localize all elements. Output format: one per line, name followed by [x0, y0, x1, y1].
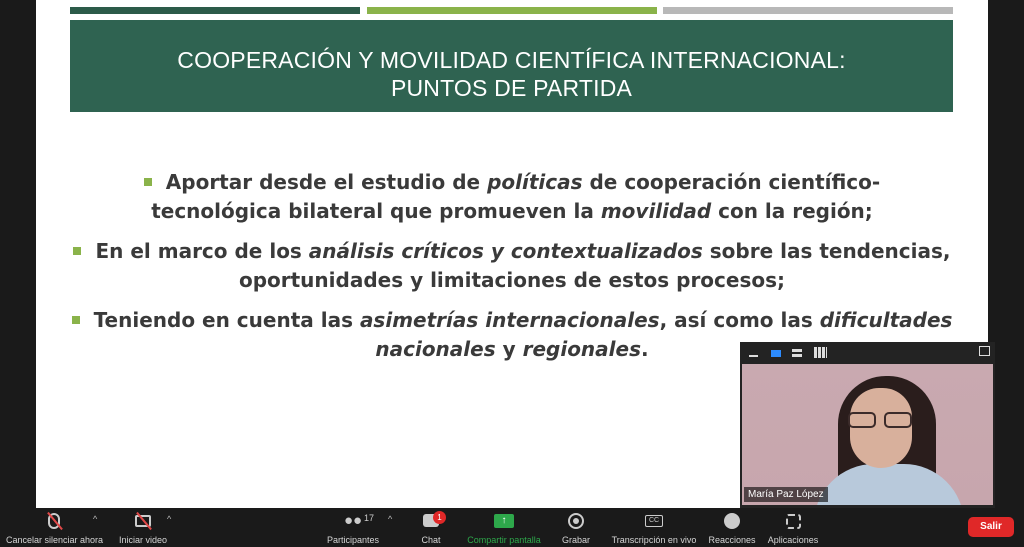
slide-accent-bar-dark	[70, 7, 360, 14]
bullet-item	[36, 168, 988, 226]
self-view-controls	[740, 342, 995, 362]
leave-button[interactable]: Salir	[968, 517, 1014, 537]
video-options-chevron-icon[interactable]: ^	[167, 514, 172, 524]
video-person-body	[814, 464, 964, 505]
bullet-text: .	[641, 337, 649, 361]
record-button[interactable]	[556, 511, 596, 545]
chat-label: Chat	[421, 535, 441, 545]
bullet-emphasis: políticas	[487, 170, 583, 194]
participant-video	[742, 364, 993, 505]
bullet-emphasis: asimetrías internacionales	[359, 308, 660, 332]
mute-button[interactable]	[6, 511, 102, 545]
share-screen-icon: ↑	[462, 511, 546, 531]
bullet-emphasis: movilidad	[600, 199, 712, 223]
reactions-icon	[706, 511, 758, 531]
video-person-glasses	[846, 412, 918, 430]
slide-title-banner	[70, 20, 953, 112]
video-label: Iniciar video	[118, 535, 168, 545]
slide-title-line2: PUNTOS DE PARTIDA	[390, 75, 633, 101]
bullet-square-icon	[144, 178, 152, 186]
bullet-text: sobre las tendencias,	[702, 239, 951, 263]
speaker-view-icon[interactable]	[771, 350, 781, 357]
audio-options-chevron-icon[interactable]: ^	[93, 514, 98, 524]
bullet-text: y	[495, 337, 523, 361]
bullet-emphasis: nacionales	[375, 337, 496, 361]
bullet-text: tecnológica bilateral que promueven la	[151, 199, 601, 223]
self-view-window[interactable]	[740, 342, 995, 508]
microphone-muted-icon	[6, 511, 102, 531]
bullet-text: , así como las	[659, 308, 820, 332]
participants-button[interactable]	[322, 511, 384, 545]
share-screen-button[interactable]	[462, 511, 546, 545]
exit-minimized-icon[interactable]	[979, 346, 990, 356]
start-video-button[interactable]	[114, 511, 172, 545]
closed-captions-icon	[610, 511, 698, 531]
cc-text: CC	[645, 515, 663, 527]
bullet-emphasis: dificultades	[819, 308, 953, 332]
bullet-square-icon	[73, 247, 81, 255]
gallery-view-icon[interactable]	[814, 347, 827, 358]
record-icon	[556, 511, 596, 531]
slide-accent-bar-gray	[663, 7, 953, 14]
reactions-button[interactable]	[706, 511, 758, 545]
participants-label: Participantes	[326, 535, 380, 545]
live-transcription-button[interactable]	[610, 511, 698, 545]
participant-name-tag: María Paz López	[744, 487, 828, 502]
record-label: Grabar	[561, 535, 590, 545]
slide-accent-bar-light	[367, 7, 657, 14]
camera-off-icon	[114, 511, 172, 531]
mute-label: Cancelar silenciar ahora	[6, 535, 104, 545]
apps-icon	[764, 511, 822, 531]
apps-button[interactable]	[764, 511, 822, 545]
meeting-toolbar	[0, 508, 1024, 547]
bullet-emphasis: regionales	[522, 337, 641, 361]
participants-icon: ●●	[343, 512, 363, 529]
bullet-text: En el marco de los	[95, 239, 309, 263]
minimize-icon[interactable]	[748, 347, 761, 358]
participants-options-chevron-icon[interactable]: ^	[388, 514, 393, 524]
bullet-text: con la región;	[711, 199, 873, 223]
share-label: Compartir pantalla	[467, 535, 541, 545]
bullet-item	[36, 237, 988, 295]
reactions-label: Reacciones	[708, 535, 756, 545]
apps-label: Aplicaciones	[767, 535, 819, 545]
bullet-text: de cooperación científico-	[582, 170, 881, 194]
bullet-text: Aportar desde el estudio de	[165, 170, 488, 194]
bullet-text: Teniendo en cuenta las	[93, 308, 360, 332]
chat-unread-badge: 1	[433, 511, 446, 524]
participants-count: 17	[364, 513, 375, 523]
bullet-square-icon	[72, 316, 80, 324]
slide-title-line1: COOPERACIÓN Y MOVILIDAD CIENTÍFICA INTERNACIONAL:	[177, 47, 846, 73]
transcription-label: Transcripción en vivo	[611, 535, 697, 545]
chat-button[interactable]	[412, 511, 450, 545]
bullet-emphasis: análisis críticos y contextualizados	[308, 239, 703, 263]
strip-view-icon[interactable]	[791, 347, 804, 358]
bullet-text: oportunidades y limitaciones de estos procesos;	[238, 268, 786, 292]
